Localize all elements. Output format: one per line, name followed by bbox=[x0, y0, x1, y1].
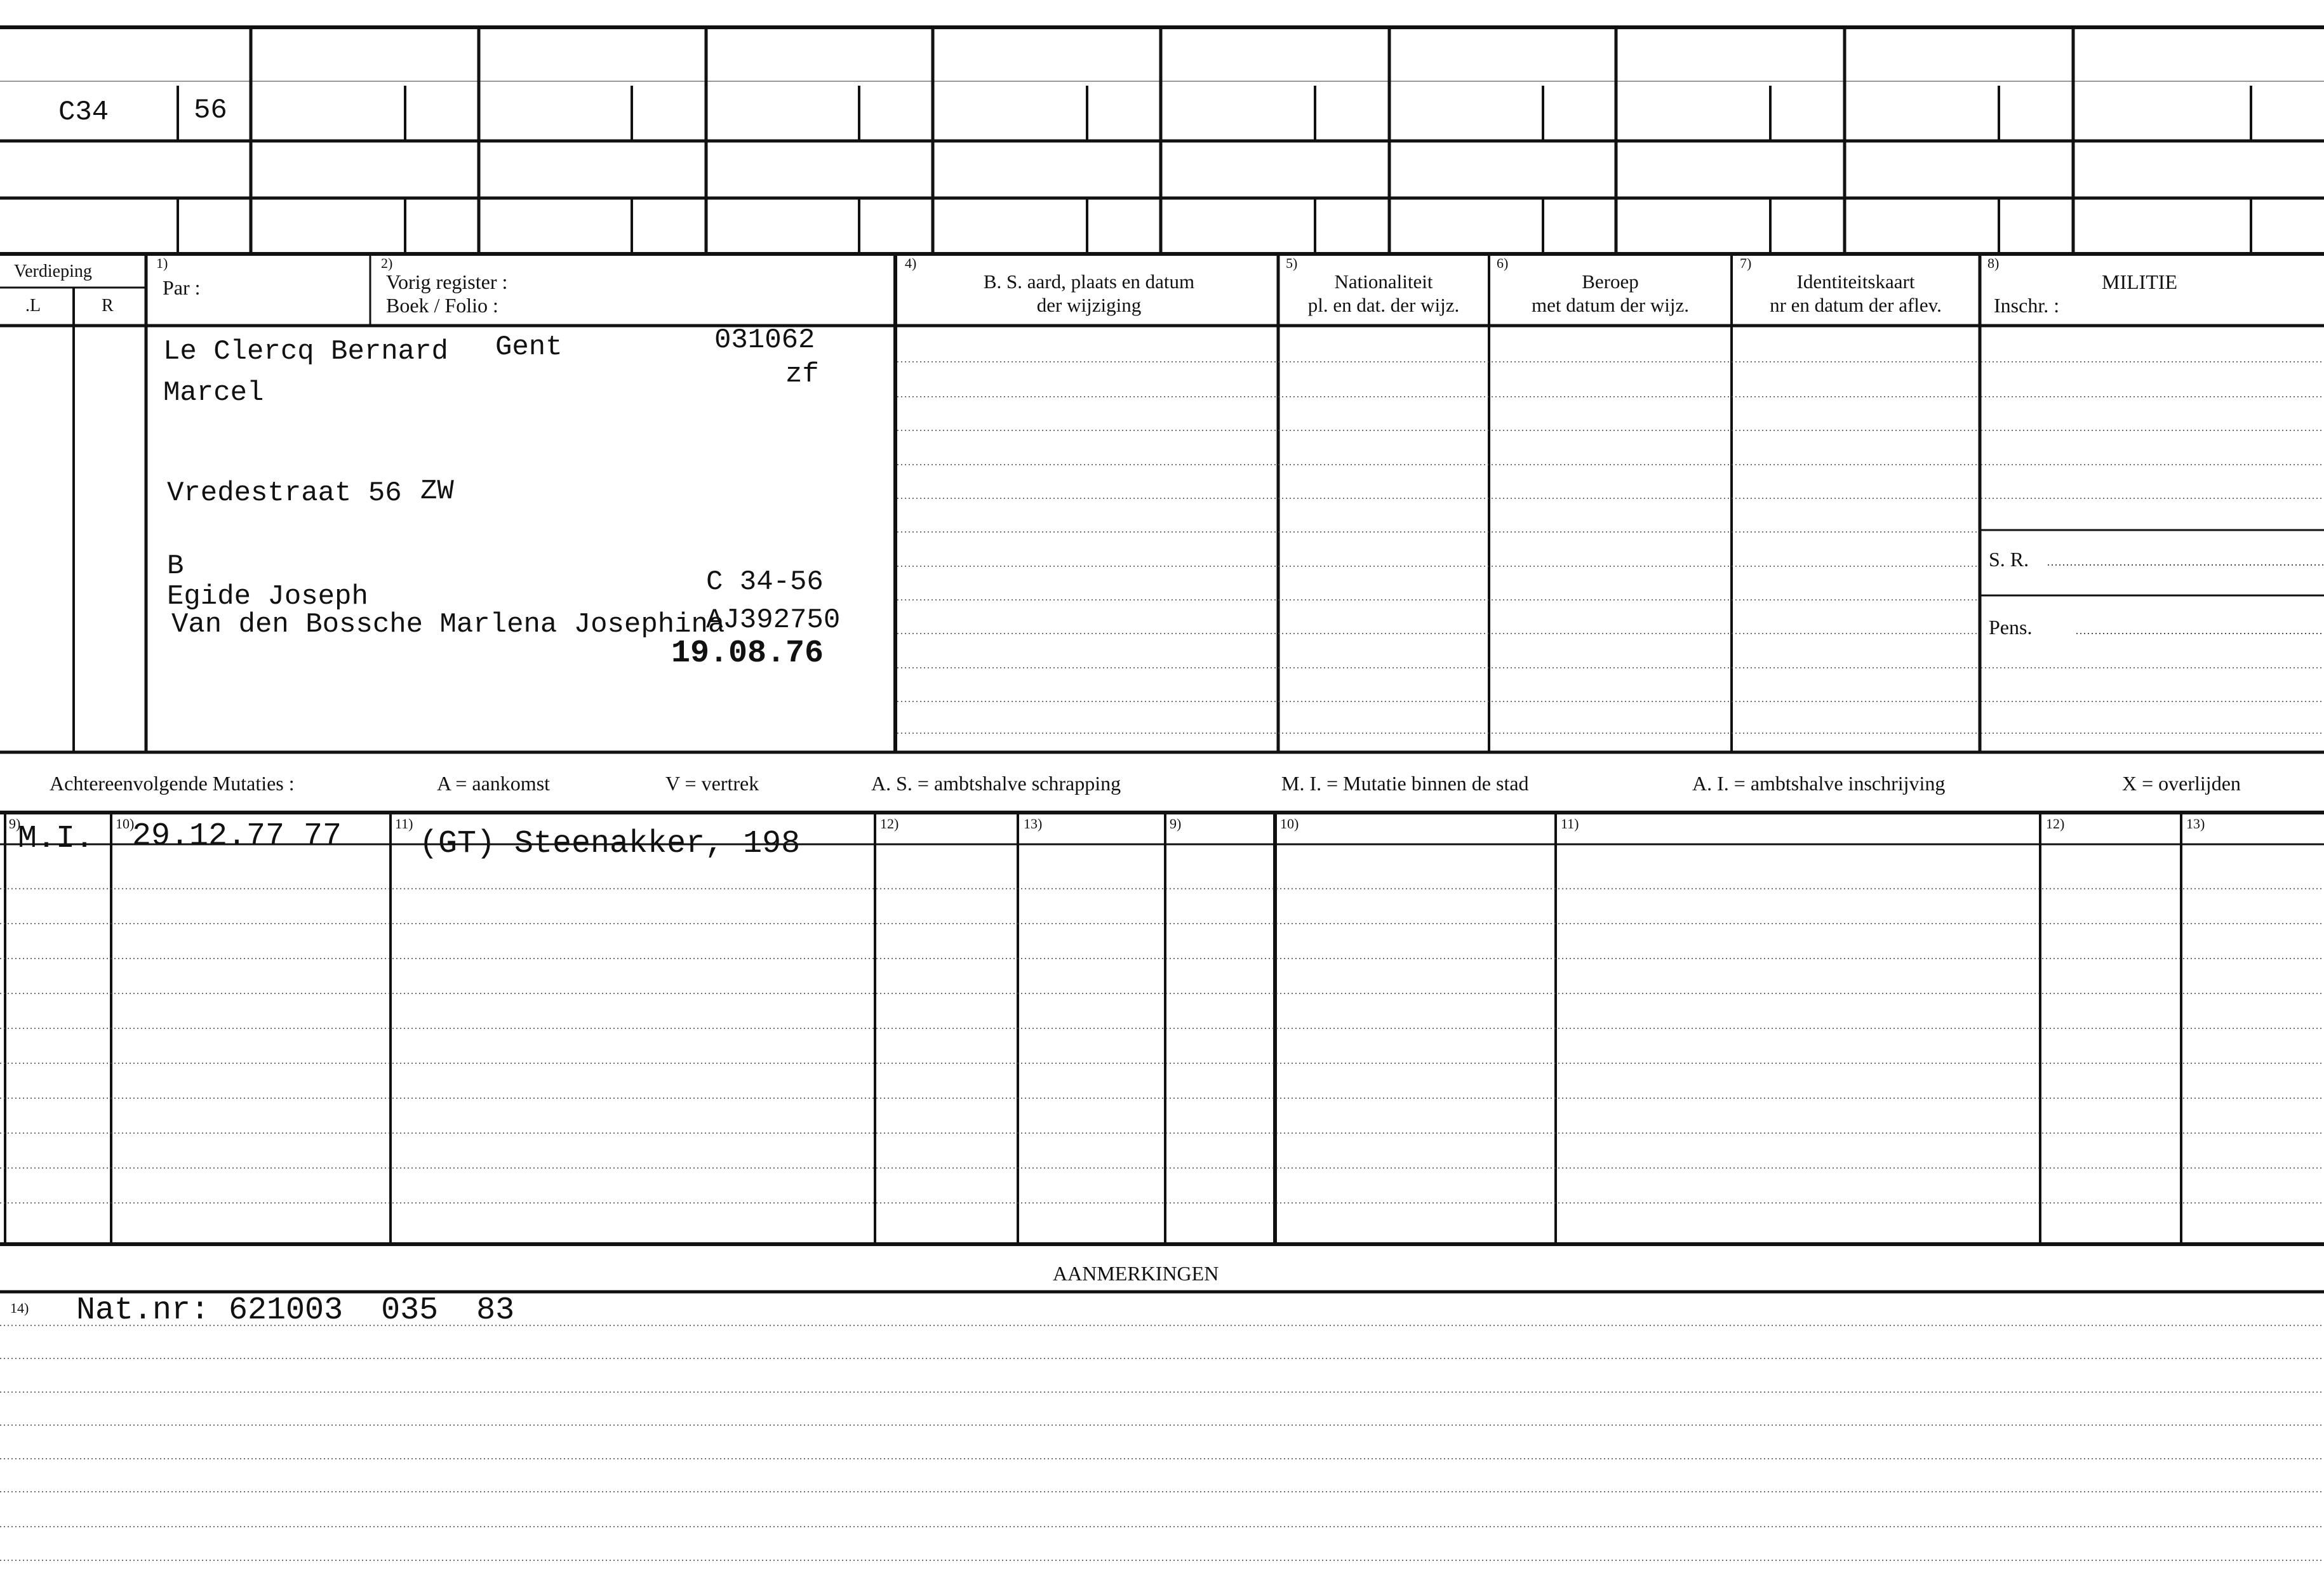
legend-aankomst: A = aankomst bbox=[437, 772, 551, 795]
right-label: R bbox=[102, 296, 114, 315]
column-number: 13) bbox=[1024, 816, 1043, 832]
given-name: Marcel bbox=[163, 377, 264, 409]
district-code: ZW bbox=[420, 475, 454, 507]
column-number: 9) bbox=[1170, 816, 1182, 832]
column-number: 10) bbox=[116, 816, 135, 832]
beroep-header-line1: Beroep bbox=[1582, 270, 1639, 293]
column-number: 12) bbox=[880, 816, 899, 832]
mutation-date: 29.12.77 77 bbox=[132, 818, 342, 854]
legend-overlijden: X = overlijden bbox=[2122, 772, 2241, 795]
identiteitskaart-header-line1: Identiteitskaart bbox=[1796, 270, 1915, 293]
mother-name: Van den Bossche Marlena Josephina bbox=[171, 609, 725, 640]
sex-status: zf bbox=[785, 359, 819, 390]
bs-header-line1: B. S. aard, plaats en datum bbox=[983, 270, 1195, 293]
vorig-register-label: Vorig register : bbox=[386, 270, 508, 293]
house-number: 56 bbox=[194, 95, 227, 126]
legend-mutatie-binnen-stad: M. I. = Mutatie binnen de stad bbox=[1281, 772, 1529, 795]
field-number: 2) bbox=[381, 255, 393, 271]
father-name: Egide Joseph bbox=[167, 581, 368, 613]
mutation-address: (GT) Steenakker, 198 bbox=[419, 826, 801, 862]
mutation-type: M.I. bbox=[18, 821, 95, 857]
nationaliteit-header-line1: Nationaliteit bbox=[1334, 270, 1433, 293]
legend-ambtshalve-schrapping: A. S. = ambtshalve schrapping bbox=[871, 772, 1121, 795]
field-number: 8) bbox=[1987, 255, 2000, 271]
beroep-header-line2: met datum der wijz. bbox=[1532, 294, 1689, 316]
id-card-number: AJ392750 bbox=[706, 604, 841, 636]
registration-date: 19.08.76 bbox=[671, 635, 824, 672]
militie-label: MILITIE bbox=[2102, 270, 2178, 293]
block-code: C34 bbox=[58, 96, 109, 128]
civil-state: B bbox=[167, 550, 184, 582]
inschr-label: Inschr. : bbox=[1994, 294, 2060, 317]
mutaties-title: Achtereenvolgende Mutaties : bbox=[50, 772, 295, 795]
column-number: 12) bbox=[2046, 816, 2065, 832]
bs-header-line2: der wijziging bbox=[1036, 294, 1142, 316]
pens-label: Pens. bbox=[1989, 616, 2033, 639]
legend-ambtshalve-inschrijving: A. I. = ambtshalve inschrijving bbox=[1692, 772, 1946, 795]
column-number: 11) bbox=[395, 816, 413, 832]
field-number: 4) bbox=[905, 255, 917, 271]
person-name: Le Clercq Bernard bbox=[163, 336, 448, 368]
verdieping-label: Verdieping bbox=[14, 262, 92, 281]
block-reference: C 34-56 bbox=[706, 566, 824, 598]
nationaliteit-header-line2: pl. en dat. der wijz. bbox=[1307, 294, 1460, 316]
field-number: 14) bbox=[10, 1300, 29, 1316]
birthplace: Gent bbox=[495, 331, 563, 363]
par-label: Par : bbox=[163, 276, 201, 299]
field-number: 7) bbox=[1740, 255, 1752, 271]
national-number: Nat.nr: 621003 035 83 bbox=[76, 1292, 515, 1329]
legend-vertrek: V = vertrek bbox=[665, 772, 759, 795]
column-number: 11) bbox=[1561, 816, 1579, 832]
birthdate: 031062 bbox=[714, 324, 815, 356]
field-number: 5) bbox=[1286, 255, 1298, 271]
boek-folio-label: Boek / Folio : bbox=[386, 294, 498, 317]
column-number: 13) bbox=[2186, 816, 2205, 832]
identiteitskaart-header-line2: nr en datum der aflev. bbox=[1770, 294, 1942, 316]
column-number: 10) bbox=[1280, 816, 1299, 832]
column-number: 9) bbox=[9, 816, 21, 832]
street-address: Vredestraat 56 bbox=[167, 477, 402, 509]
sr-label: S. R. bbox=[1989, 548, 2029, 571]
field-number: 1) bbox=[156, 255, 168, 271]
field-number: 6) bbox=[1497, 255, 1509, 271]
remarks-title: AANMERKINGEN bbox=[1053, 1262, 1219, 1285]
left-label: .L bbox=[25, 296, 41, 315]
